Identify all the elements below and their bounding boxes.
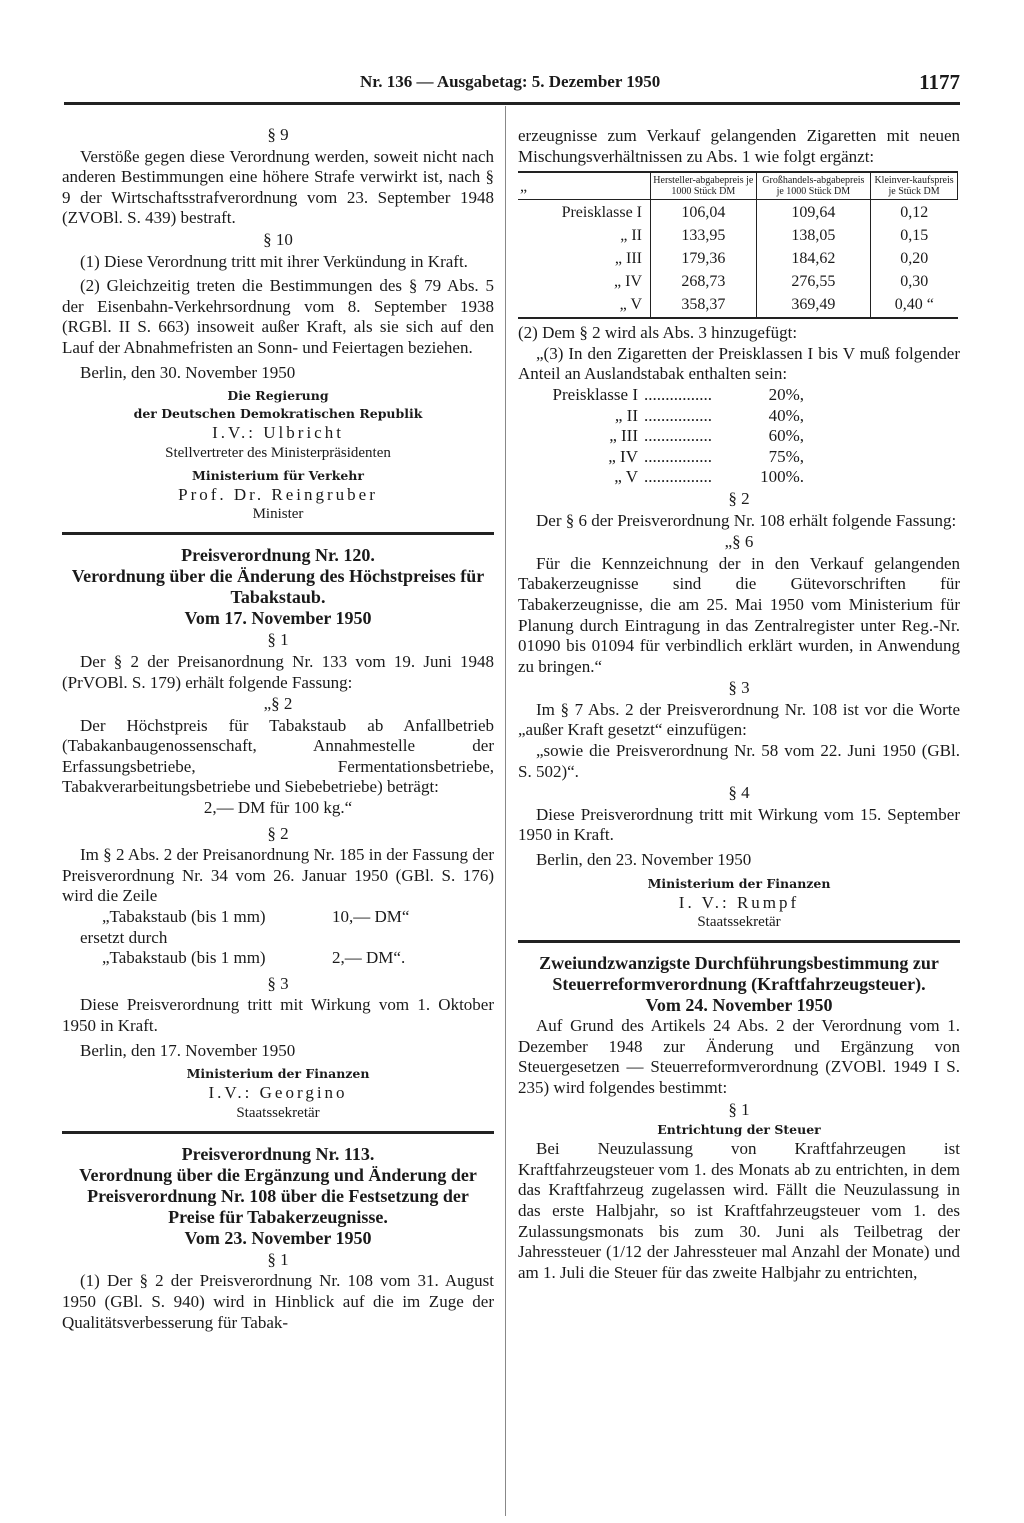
signer-role: Staatssekretär (236, 1104, 320, 1121)
section-heading: Entrichtung der Steuer (657, 1122, 821, 1138)
paragraph: „sowie die Preisverordnung Nr. 58 vom 22. Juni 1950 (GBl. S. 502)“. (518, 741, 960, 781)
table-header-row (518, 172, 958, 200)
share-row: Preisklasse I ................ 20%, (552, 384, 804, 404)
section-rule (518, 940, 960, 943)
signature: I.V.: Ulbricht (212, 423, 344, 443)
right-column (518, 126, 960, 1283)
paragraph: Im § 7 Abs. 2 der Preisverordnung Nr. 108 ist vor die Worte „außer Kraft gesetzt“ einzufügen: (518, 699, 960, 740)
ordinance-date: Vom 17. November 1950 (184, 608, 372, 629)
section-sign: § 1 (267, 630, 289, 650)
signer-role: Stellvertreter des Ministerpräsidenten (165, 444, 391, 461)
share-row: „ IV ................ 75%, (608, 446, 804, 466)
place-date: Berlin, den 17. November 1950 (80, 1040, 296, 1060)
paragraph: ersetzt durch (80, 927, 168, 947)
ordinance-date: Vom 24. November 1950 (645, 995, 833, 1016)
page-header (64, 72, 960, 102)
column-header: Kleinver-kaufspreis je Stück DM (871, 172, 958, 200)
price-table (518, 171, 958, 319)
paragraph: erzeugnisse zum Verkauf gelangenden Zigaretten mit neuen Mischungsverhältnissen zu Abs. 1 wie folgt ergänzt: (518, 126, 960, 166)
ministry-name: Ministerium der Finanzen (647, 875, 831, 891)
table-row: „ III 179,36 184,62 0,20 (518, 248, 958, 271)
section-rule (62, 1131, 494, 1134)
ordinance-date: Vom 23. November 1950 (184, 1227, 372, 1248)
paragraph: (2) Gleichzeitig treten die Bestimmungen des § 79 Abs. 5 der Eisenbahn-Verkehrsordnung vom 8. September 1938 (RGBl. II S. 663) insoweit außer Kraft, als sie sich auf den Lauf der Abnahmefristen an Sonn- und Feiertagen beziehen. (62, 276, 494, 357)
section-sign: § 9 (267, 125, 289, 144)
column-divider (505, 106, 506, 1516)
ordinance-title: Preisverordnung Nr. 113. (181, 1143, 375, 1164)
section-sign: § 2 (267, 823, 289, 843)
section-sign: § 3 (267, 973, 289, 993)
page-number: 1177 (919, 70, 960, 94)
place-date: Berlin, den 23. November 1950 (536, 850, 752, 870)
price-line: 2,— DM für 100 kg.“ (203, 798, 353, 818)
paragraph: Der § 2 der Preisanordnung Nr. 133 vom 19. Juni 1948 (PrVOBl. S. 179) erhält folgende Fassung: (62, 651, 494, 692)
ministry-name: Ministerium für Verkehr (192, 467, 364, 483)
section-sign: „§ 2 (263, 694, 293, 714)
paragraph: Auf Grund des Artikels 24 Abs. 2 der Verordnung vom 1. Dezember 1948 zur Änderung und Ergänzung von Steuergesetzen — Steuerreformverordnung (ZVOBl. 1949 I S. 235) wird folgendes bestimmt: (518, 1016, 960, 1097)
paragraph: Für die Kennzeichnung der in den Verkauf gelangenden Tabakerzeugnisse sind die Gütevorschriften für Tabakerzeugnisse, die am 25. Mai 1950 vom Ministerium für Planung durch Eintragung in das Zentralregister unter Reg.-Nr. 01090 bis 01094 für verbindlich erklärt wurden, in Anwendung zu bringen.“ (518, 553, 960, 676)
issuer-name: der Deutschen Demokratischen Republik (133, 406, 423, 422)
ordinance-title: Preisverordnung Nr. 120. (181, 545, 375, 566)
paragraph: „(3) In den Zigaretten der Preisklassen I bis V muß folgender Anteil an Auslandstabak enthalten sein: (518, 343, 960, 384)
paragraph: (1) Diese Verordnung tritt mit ihrer Verkündung in Kraft. (80, 251, 468, 271)
table-row: „ IV 268,73 276,55 0,30 (518, 271, 958, 294)
section-sign: § 2 (728, 488, 750, 508)
section-sign: § 10 (263, 229, 293, 249)
paragraph: (1) Der § 2 der Preisverordnung Nr. 108 vom 31. August 1950 (GBl. S. 940) wird in Hinblick auf die im Zuge der Qualitätsverbesserung für Tabak- (62, 1271, 494, 1332)
issuer-name: Die Regierung (227, 388, 329, 404)
running-title: Nr. 136 — Ausgabetag: 5. Dezember 1950 (360, 72, 661, 91)
paragraph: Verstöße gegen diese Verordnung werden, soweit nicht nach anderen Bestimmungen eine höhere Strafe verwirkt ist, nach § 9 der Wirtschaftsstrafverordnung vom 23. September 1948 (ZVOBl. S. 439) bestraft. (62, 146, 494, 228)
paragraph: Diese Preisverordnung tritt mit Wirkung vom 1. Oktober 1950 in Kraft. (62, 995, 494, 1035)
paragraph: Im § 2 Abs. 2 der Preisanordnung Nr. 185 in der Fassung der Preisverordnung Nr. 34 vom 26. Januar 1950 (GBl. S. 176) wird die Zeile (62, 845, 494, 906)
paragraph: Bei Neuzulassung von Kraftfahrzeugen ist Kraftfahrzeugsteuer vom 1. des Monats ab zu entrichten, in dem das Kraftfahrzeug zugelassen wird. Fällt die Neuzulassung in das erste Halbjahr, so ist Kraftfahrzeugsteuer vom 1. des Zulassungsmonats bis zum 30. Juni als Teilbetrag der Jahressteuer (1/12 der Jahressteuer mal Anzahl der Monate) und am 1. Juli die Steuer für das zweite Halbjahr zu entrichten, (518, 1139, 960, 1282)
left-column (62, 124, 494, 1333)
table-row: „ II 133,95 138,05 0,15 (518, 225, 958, 248)
section-sign: § 1 (267, 1249, 289, 1269)
quoted-line: „Tabakstaub (bis 1 mm) 10,— DM“ (102, 907, 410, 927)
ordinance-subtitle: Verordnung über die Änderung des Höchstpreises für Tabakstaub. (71, 566, 485, 608)
ordinance-subtitle: Verordnung über die Ergänzung und Änderung der Preisverordnung Nr. 108 über die Festsetzung der Preise für Tabakerzeugnisse. (79, 1164, 477, 1227)
share-row: „ II ................ 40%, (614, 405, 804, 425)
paragraph: Diese Preisverordnung tritt mit Wirkung vom 15. September 1950 in Kraft. (518, 804, 960, 845)
signer-role: Staatssekretär (697, 914, 781, 931)
section-rule (62, 532, 494, 535)
column-header: Hersteller-abgabepreis je 1000 Stück DM (651, 172, 757, 200)
share-row: „ III ................ 60%, (609, 426, 804, 446)
paragraph: (2) Dem § 2 wird als Abs. 3 hinzugefügt: (518, 323, 798, 343)
table-row: Preisklasse I 106,04 109,64 0,12 (518, 200, 958, 226)
share-row: „ V ................ 100%. (614, 467, 804, 487)
signer-role: Minister (252, 506, 304, 523)
place-date: Berlin, den 30. November 1950 (80, 362, 296, 382)
signature: Prof. Dr. Reingruber (178, 484, 378, 504)
paragraph: Der § 6 der Preisverordnung Nr. 108 erhält folgende Fassung: (536, 510, 957, 530)
signature: I. V.: Rumpf (678, 892, 800, 912)
table-row: „ V 358,37 369,49 0,40 “ (518, 294, 958, 318)
ordinance-title: Zweiundzwanzigste Durchführungsbestimmung zur Steuerreformverordnung (Kraftfahrzeugsteuer). (539, 953, 939, 995)
paragraph: Der Höchstpreis für Tabakstaub ab Anfallbetrieb (Tabakanbaugenossenschaft, Annahmestelle der Erfassungsbetriebe, Fermentationsbetriebe, Tabakverarbeitungsbetriebe und Siebebetriebe) beträgt: (62, 715, 494, 797)
header-rule (64, 102, 960, 105)
table-quote-mark: „ (518, 172, 651, 200)
quoted-line: „Tabakstaub (bis 1 mm) 2,— DM“. (102, 948, 406, 968)
column-header: Großhandels-abgabepreis je 1000 Stück DM (756, 172, 870, 200)
section-sign: „§ 6 (724, 532, 754, 552)
ministry-name: Ministerium der Finanzen (186, 1066, 370, 1082)
section-sign: § 3 (728, 678, 750, 698)
signature: I.V.: Georgino (208, 1083, 348, 1103)
section-sign: § 1 (728, 1099, 750, 1119)
section-sign: § 4 (728, 783, 750, 803)
